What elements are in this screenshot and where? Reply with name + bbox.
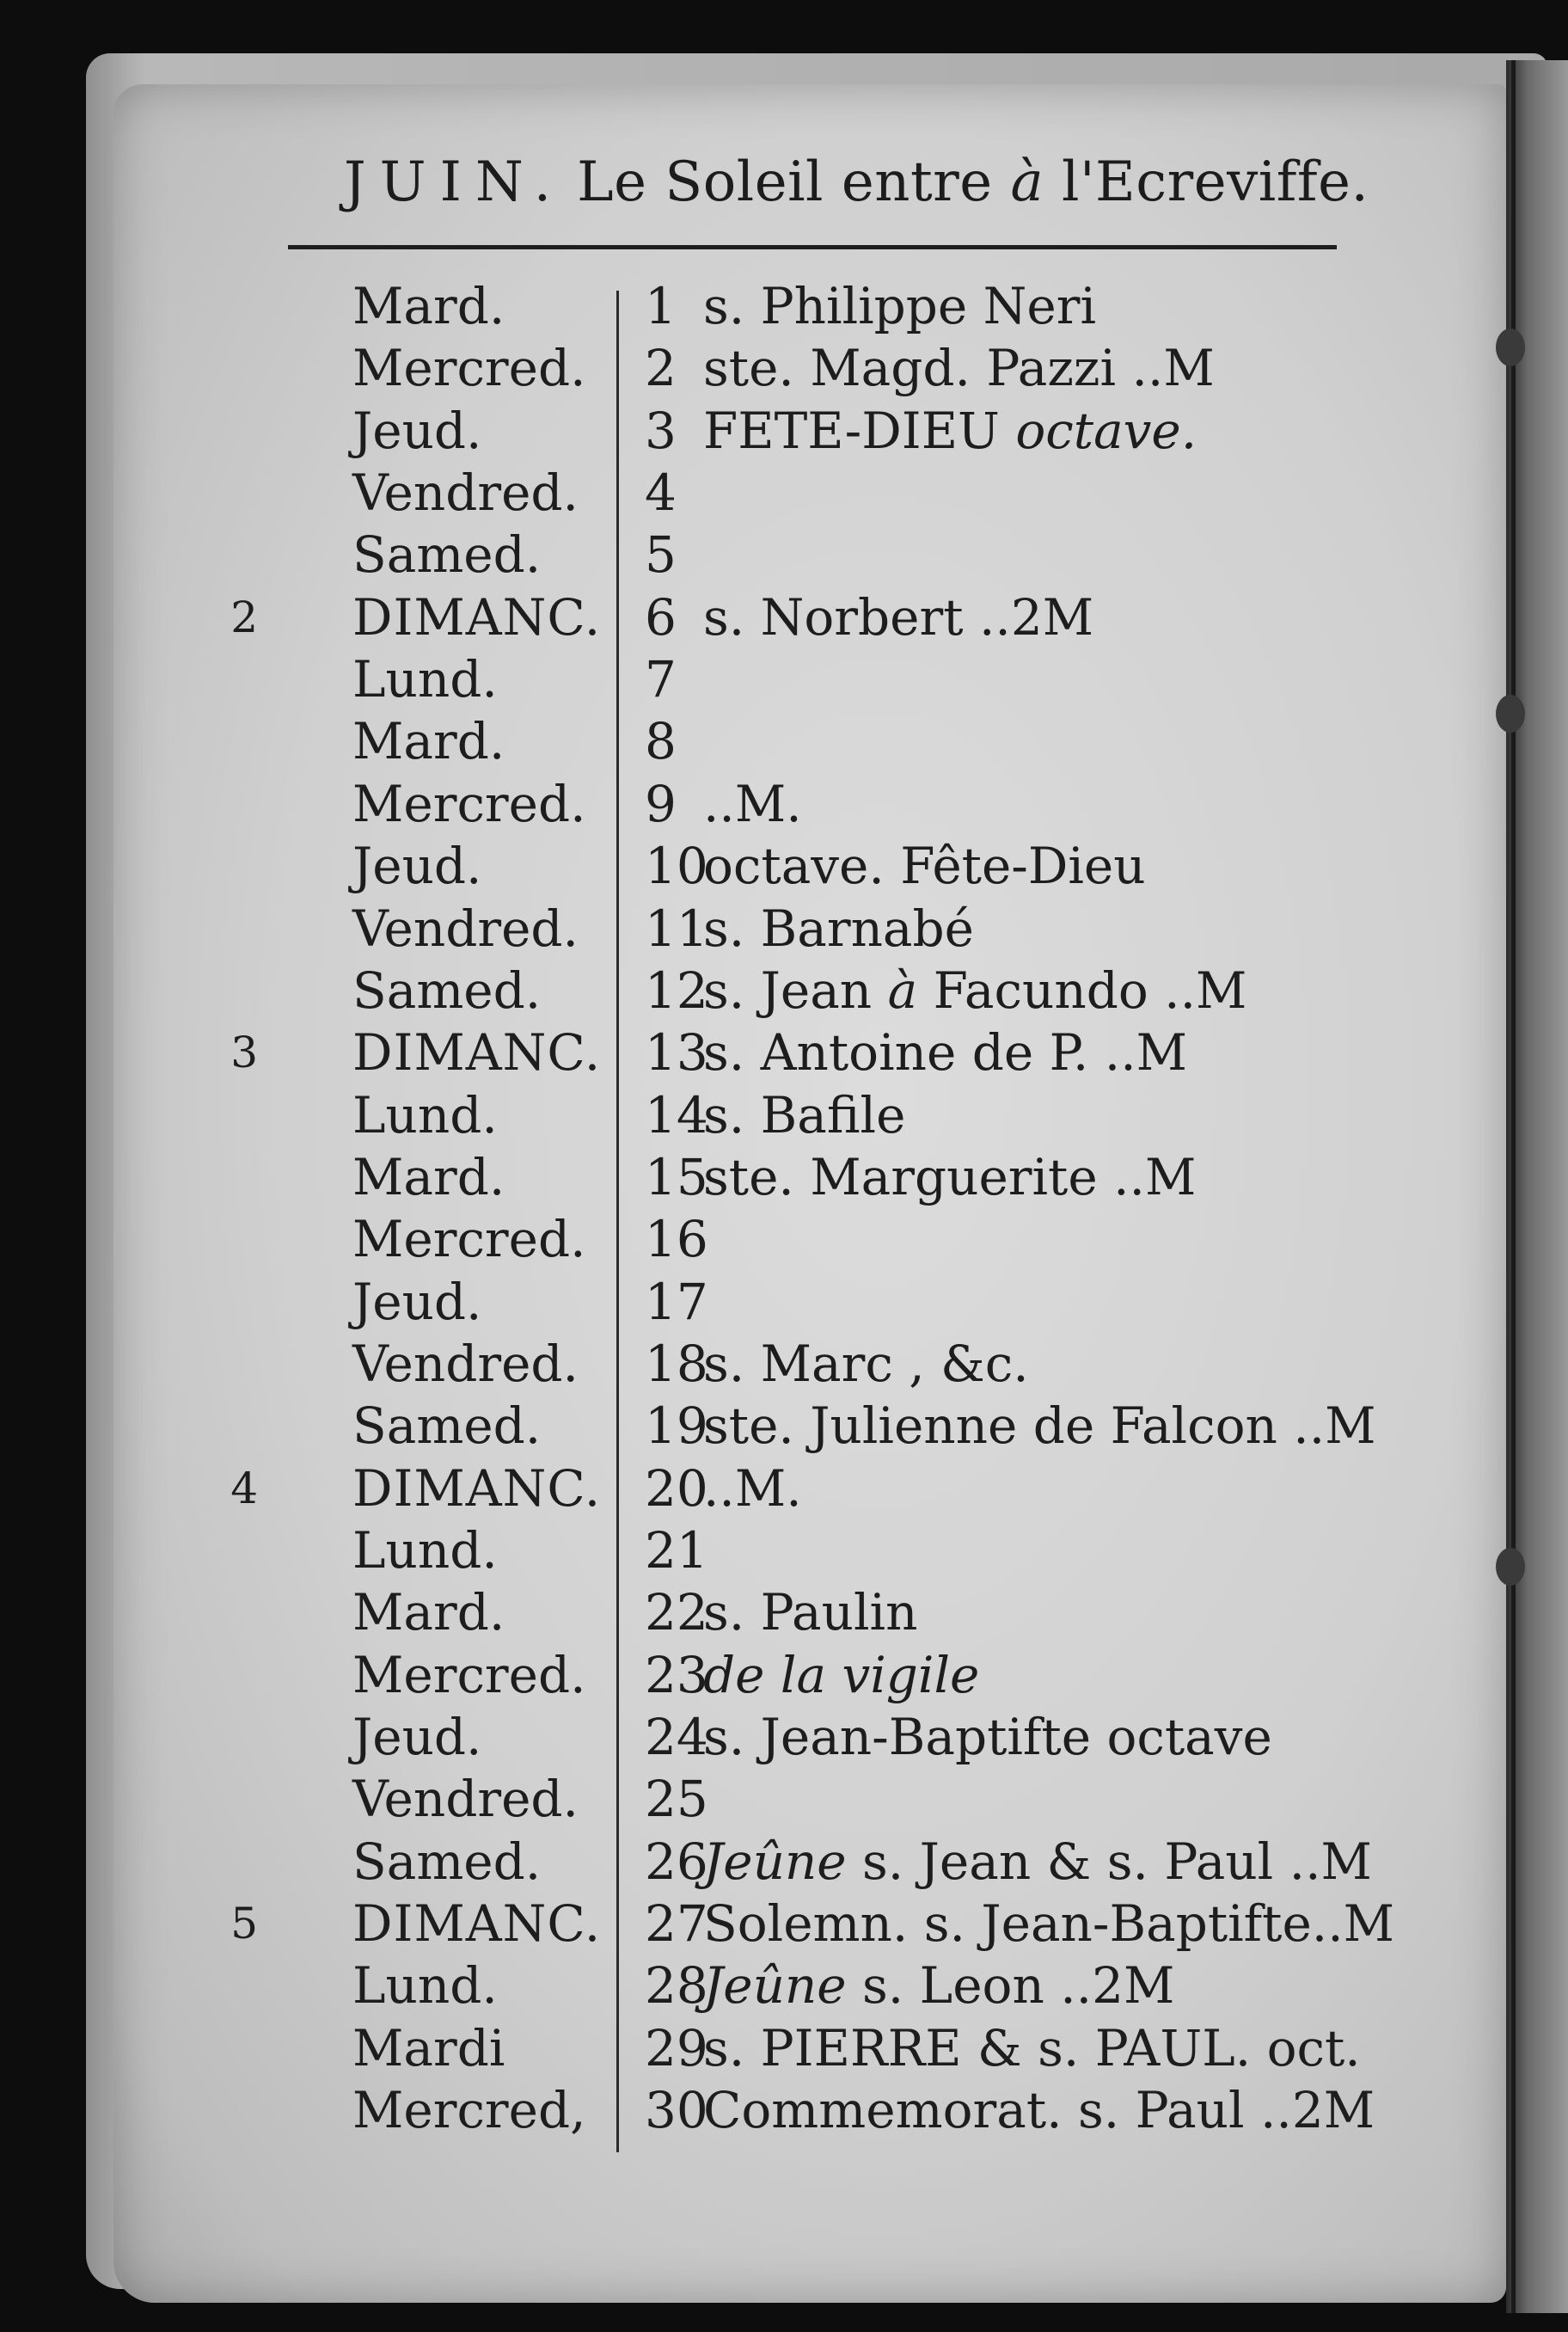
feast-text: ste. Julienne de Falcon ..M [703,1396,1376,1456]
week-number: 3 [230,1028,258,1078]
date-number: 19 [645,1396,708,1456]
date-number: 29 [645,2018,708,2077]
date-number: 22 [645,1583,708,1642]
weekday-label: Jeud. [352,837,482,896]
weekday-label: Lund. [352,1956,498,2016]
feast-entry [703,586,1093,648]
date-number: 9 [645,774,677,833]
feast-entry [703,275,1096,337]
feast-entry [703,1831,1372,1893]
binding-hole [1496,1548,1525,1586]
feast-text: s. Barnabé [703,899,974,958]
feast-entry [703,960,1246,1022]
feast-entry [703,1084,905,1146]
feast-entry [703,1893,1394,1955]
date-number: 21 [645,1521,708,1580]
feast-text-after: Facundo ..M [917,960,1247,1020]
weekday-label: Mercred. [352,1645,586,1704]
weekday-label: Jeud. [352,1708,482,1767]
weekday-label: Mercred, [352,2081,586,2140]
weekday-label: Mard. [352,712,505,771]
weekday-label: DIMANC. [352,1894,602,1954]
feast-text: s. Paulin [703,1583,918,1642]
date-number: 24 [645,1708,708,1767]
feast-entry [703,1395,1376,1457]
feast-text: s. Jean-Baptifte octave [703,1708,1272,1767]
date-number: 27 [645,1894,708,1954]
date-number: 15 [645,1147,708,1206]
weekday-label: DIMANC. [352,1458,602,1518]
feast-entry [703,1146,1196,1208]
feast-italic-text: Jeûne [703,1832,847,1891]
weekday-label: Samed. [352,1832,542,1891]
header-subtitle-start: Le Soleil entre [577,150,1011,214]
weekday-label: Mardi [352,2018,505,2077]
feast-entry [703,1706,1272,1768]
date-number: 17 [645,1272,708,1331]
week-number: 5 [230,1899,258,1949]
date-number: 30 [645,2081,708,2140]
feast-entry [703,1644,979,1706]
feast-entry [703,337,1215,399]
date-number: 26 [645,1832,708,1891]
weekday-label: Mercred. [352,774,586,833]
weekday-label: Jeud. [352,1272,482,1331]
header-subtitle-italic: à [1010,150,1044,214]
weekday-label: Jeud. [352,401,482,460]
weekday-label: Vendred. [352,1334,579,1393]
month-title: JUIN. [344,150,566,214]
feast-italic-text: octave. [1015,401,1197,460]
week-number: 4 [230,1463,258,1513]
feast-entry [703,2017,1361,2079]
feast-entry [703,1458,802,1519]
weekday-label: Vendred. [352,1770,579,1829]
date-number: 3 [645,401,677,460]
feast-entry [703,835,1146,897]
date-number: 7 [645,650,677,709]
weekday-label: Mercred. [352,1210,586,1269]
feast-entry [703,773,802,835]
binding-gutter [1511,60,1516,2313]
page-header [344,150,1369,214]
feast-entry [703,2079,1375,2141]
date-number: 23 [645,1645,708,1704]
date-number: 16 [645,1210,708,1269]
feast-text: s. Bafile [703,1085,906,1145]
weekday-label: Vendred. [352,899,579,958]
weekday-label: Samed. [352,1396,542,1456]
weekday-label: Lund. [352,1521,498,1580]
date-number: 10 [645,837,708,896]
feast-italic-text: à [887,960,918,1020]
feast-entry [703,1022,1187,1083]
weekday-label: Vendred. [352,463,579,523]
feast-entry [703,1333,1029,1395]
feast-text-after: s. Leon ..2M [846,1956,1175,2016]
feast-text: ..M. [703,1458,802,1518]
header-subtitle-end: l'Ecreviffe. [1044,150,1369,214]
feast-text: FETE-DIEU [703,401,1016,460]
date-number: 20 [645,1458,708,1518]
date-number: 13 [645,1023,708,1083]
date-number: 1 [645,277,677,335]
date-number: 12 [645,960,708,1020]
weekday-label: Lund. [352,1085,498,1145]
date-number: 11 [645,899,708,958]
weekday-label: Mercred. [352,339,586,398]
weekday-label: Mard. [352,1147,505,1206]
feast-text: s. Antoine de P. ..M [703,1023,1188,1083]
feast-italic-text: Jeûne [703,1956,847,2016]
feast-text: Commemorat. s. Paul ..2M [703,2081,1375,2140]
weekday-label: DIMANC. [352,587,602,647]
feast-text: s. Marc , &c. [703,1334,1029,1393]
header-rule [288,245,1337,249]
feast-text: s. Norbert ..2M [703,587,1094,647]
weekday-label: Mard. [352,277,505,335]
feast-text: ste. Marguerite ..M [703,1147,1197,1206]
date-number: 14 [645,1085,708,1145]
feast-entry [703,400,1197,462]
feast-text: s. Jean [703,960,888,1020]
week-number: 2 [230,592,258,642]
feast-text: s. PIERRE & s. PAUL. oct. [703,2018,1361,2077]
feast-text-after: s. Jean & s. Paul ..M [846,1832,1372,1891]
date-number: 5 [645,525,677,585]
binding-hole [1496,328,1525,366]
feast-text: ste. Magd. Pazzi ..M [703,339,1215,398]
feast-text: octave. Fête-Dieu [703,837,1146,896]
feast-entry [703,1955,1174,2016]
feast-text: ..M. [703,774,802,833]
date-number: 4 [645,463,677,523]
weekday-label: DIMANC. [352,1023,602,1083]
binding-hole [1496,695,1525,733]
feast-text: s. Philippe Neri [703,277,1097,335]
weekday-label: Samed. [352,960,542,1020]
date-number: 18 [645,1334,708,1393]
date-number: 6 [645,587,677,647]
feast-entry [703,1581,917,1643]
feast-text: Solemn. s. Jean-Baptifte..M [703,1894,1395,1954]
date-number: 28 [645,1956,708,2016]
weekday-label: Lund. [352,650,498,709]
date-number: 25 [645,1770,708,1829]
feast-entry [703,898,974,960]
feast-italic-text: de la vigile [703,1645,980,1704]
date-number: 2 [645,339,677,398]
weekday-label: Samed. [352,525,542,585]
date-number: 8 [645,712,677,771]
weekday-label: Mard. [352,1583,505,1642]
